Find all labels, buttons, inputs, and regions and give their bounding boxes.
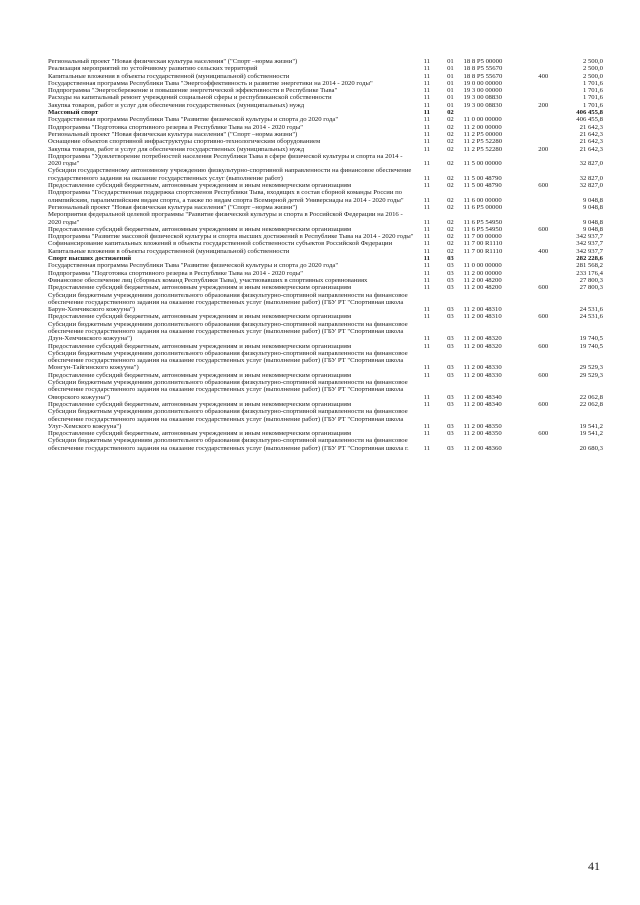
row-subsection: 02 — [447, 138, 454, 146]
row-section: 11 — [423, 225, 431, 233]
row-name: Предоставление субсидий бюджетным, автономным учреждениям и иным некоммерческим организациям — [48, 182, 352, 190]
row-target-article: 11 7 00 R1110 — [463, 240, 503, 248]
row-name: Государственная программа Республики Тыва "Развитие физической культуры и спорта до 2020 года" — [48, 262, 339, 270]
table-row — [48, 65, 603, 72]
row-name: Подпрограмма "Развитие массовой физической культуры и спорта высших достижений в Республике Тыва на 2014 - 2020 годы" — [48, 233, 414, 241]
row-expense-type — [532, 277, 555, 284]
row-target-article: 11 6 P5 00000 — [463, 203, 503, 211]
row-subsection: 02 — [447, 218, 454, 226]
row-section: 11 — [423, 218, 431, 226]
row-expense-type — [532, 408, 555, 430]
table-row — [48, 401, 603, 408]
row-expense-type — [532, 124, 555, 131]
row-amount: 19 541,2 — [579, 422, 603, 430]
row-name: Расходы на капитальный ремонт учреждений социальной сферы и республиканской собственности — [48, 94, 332, 102]
table-row — [48, 233, 603, 240]
row-name: Субсидии бюджетным учреждениям дополнительного образования физкультурно-спортивной направленности на финансовое обеспечение государственного задания на оказание государственных услуг (выполнение работ) (ГБУ РТ "Спортивная школа Улуг-Хемского кожууна") — [48, 408, 408, 430]
budget-table — [48, 58, 603, 452]
row-expense-type — [532, 321, 555, 343]
row-name: Предоставление субсидий бюджетным, автономным учреждениям и иным некоммерческим организациям — [48, 225, 352, 233]
row-amount: 19 740,5 — [579, 335, 603, 343]
row-section: 11 — [423, 94, 431, 102]
table-row — [48, 153, 603, 168]
table-row — [48, 313, 603, 320]
row-expense-type: 200 — [538, 101, 549, 109]
row-expense-type — [532, 437, 555, 452]
row-target-article: 18 8 P5 00000 — [463, 58, 503, 65]
row-name: Предоставление субсидий бюджетным, автономным учреждениям и иным некоммерческим организациям — [48, 371, 352, 379]
table-row — [48, 379, 603, 401]
table-row — [48, 204, 603, 211]
row-subsection: 01 — [447, 101, 454, 109]
row-section: 11 — [423, 335, 431, 343]
table-row — [48, 292, 603, 314]
table-row — [48, 277, 603, 284]
row-expense-type — [532, 233, 555, 240]
row-subsection: 01 — [447, 94, 454, 102]
row-section: 11 — [423, 430, 431, 438]
row-name: Государственная программа Республики Тыва "Энергоэффективность и развитие энергетики на 2014 - 2020 годы" — [48, 79, 373, 87]
table-row — [48, 255, 603, 262]
row-section: 11 — [423, 255, 430, 263]
row-target-article: 11 2 00 48330 — [463, 371, 502, 379]
row-amount: 20 680,3 — [579, 444, 603, 452]
row-expense-type — [532, 240, 555, 247]
table-row — [48, 372, 603, 379]
row-subsection: 03 — [447, 400, 454, 408]
row-subsection: 02 — [447, 160, 454, 168]
row-target-article: 11 2 00 48350 — [463, 422, 502, 430]
row-section: 11 — [423, 196, 431, 204]
row-target-article: 19 3 00 08830 — [463, 101, 502, 109]
row-expense-type — [532, 58, 555, 65]
row-target-article: 11 2 00 48350 — [463, 430, 502, 438]
table-row — [48, 350, 603, 372]
row-target-article: 11 2 00 48200 — [463, 276, 502, 284]
row-subsection: 03 — [447, 255, 454, 263]
table-row — [48, 226, 603, 233]
row-section: 11 — [423, 393, 431, 401]
row-amount: 281 568,2 — [576, 262, 603, 270]
row-target-article: 11 2 00 48330 — [463, 364, 502, 372]
table-row — [48, 240, 603, 247]
row-subsection: 02 — [447, 174, 454, 182]
row-name: Капитальные вложения в объекты государственной (муниципальной) собственности — [48, 247, 290, 255]
row-subsection: 02 — [447, 240, 454, 248]
row-expense-type — [532, 379, 555, 401]
row-subsection: 02 — [447, 116, 454, 124]
row-amount: 406 455,8 — [576, 109, 603, 117]
row-subsection: 03 — [447, 393, 454, 401]
row-section: 11 — [423, 276, 431, 284]
row-amount: 19 541,2 — [579, 430, 603, 438]
row-target-article: 11 2 00 48360 — [463, 444, 502, 452]
row-name: Предоставление субсидий бюджетным, автономным учреждениям и иным некоммерческим организациям — [48, 342, 352, 350]
table-row — [48, 109, 603, 116]
row-section: 11 — [423, 247, 431, 255]
table-row — [48, 284, 603, 291]
table-row — [48, 167, 603, 182]
row-subsection: 03 — [447, 262, 454, 270]
row-expense-type: 600 — [538, 225, 549, 233]
row-target-article: 18 8 P5 55670 — [463, 65, 503, 73]
row-section: 11 — [423, 240, 431, 248]
row-name: Предоставление субсидий бюджетным, автономным учреждениям и иным некоммерческим организациям — [48, 313, 352, 321]
row-subsection: 02 — [447, 203, 454, 211]
row-target-article — [463, 255, 531, 262]
table-row — [48, 262, 603, 269]
row-section: 11 — [423, 65, 431, 73]
row-amount: 32 827,0 — [579, 160, 603, 168]
row-expense-type — [532, 65, 555, 72]
row-name: Оснащение объектов спортивной инфраструктуры спортивно-технологическим оборудованием — [48, 138, 321, 146]
row-target-article: 11 5 00 48790 — [463, 182, 502, 190]
table-row — [48, 146, 603, 153]
row-target-article: 11 7 00 00000 — [463, 233, 502, 241]
row-amount: 342 937,7 — [576, 247, 603, 255]
row-subsection: 01 — [447, 79, 454, 87]
row-expense-type — [532, 87, 555, 94]
row-section: 11 — [423, 101, 431, 109]
row-amount: 342 937,7 — [576, 240, 603, 248]
row-expense-type — [532, 211, 555, 226]
table-row — [48, 124, 603, 131]
row-name: Реализация мероприятий по устойчивому развитию сельских территорий — [48, 65, 258, 73]
row-expense-type — [532, 131, 555, 138]
row-amount: 282 228,6 — [576, 255, 603, 263]
row-name: Подпрограмма "Подготовка спортивного резерва в Республике Тыва на 2014 - 2020 годы" — [48, 123, 303, 131]
table-row — [48, 58, 603, 65]
row-subsection: 01 — [447, 65, 454, 73]
row-section: 11 — [423, 306, 431, 314]
row-expense-type: 400 — [538, 247, 549, 255]
row-amount: 2 500,0 — [582, 65, 603, 73]
row-section: 11 — [423, 342, 431, 350]
row-expense-type: 600 — [538, 284, 549, 292]
row-name: Капитальные вложения в объекты государственной (муниципальной) собственности — [48, 72, 290, 80]
table-row — [48, 437, 603, 452]
row-name: Государственная программа Республики Тыва "Развитие физической культуры и спорта до 2020 года" — [48, 116, 339, 124]
table-row — [48, 321, 603, 343]
row-target-article: 11 6 P5 54950 — [463, 218, 503, 226]
table-row — [48, 80, 603, 87]
row-amount: 29 529,3 — [579, 371, 603, 379]
row-target-article — [463, 109, 531, 116]
row-name: Субсидии государственному автономному учреждению физкультурно-спортивной направленности на финансовое обеспечение государственного задания на оказание государственных услуг (выполнение работ) — [48, 167, 412, 182]
row-subsection: 03 — [447, 276, 454, 284]
row-expense-type — [532, 109, 555, 116]
row-section: 11 — [423, 160, 431, 168]
row-section: 11 — [423, 174, 431, 182]
row-section: 11 — [423, 109, 430, 117]
row-amount: 27 800,3 — [579, 276, 603, 284]
row-subsection: 02 — [447, 109, 454, 117]
table-row — [48, 138, 603, 145]
row-name: Предоставление субсидий бюджетным, автономным учреждениям и иным некоммерческим организациям — [48, 400, 352, 408]
row-section: 11 — [423, 233, 431, 241]
row-subsection: 02 — [447, 233, 454, 241]
row-target-article: 11 2 00 48310 — [463, 306, 502, 314]
row-expense-type — [532, 94, 555, 101]
row-section: 11 — [423, 269, 431, 277]
row-name: Подпрограмма "Подготовка спортивного резерва в Республике Тыва на 2014 - 2020 годы" — [48, 269, 303, 277]
row-amount: 21 642,3 — [579, 145, 603, 153]
row-subsection: 03 — [447, 335, 454, 343]
row-name: Софинансирование капитальных вложений в объекты государственной собственности субъектов Российской Федерации — [48, 240, 393, 248]
row-target-article: 19 0 00 00000 — [463, 79, 502, 87]
row-name: Подпрограмма "Энергосбережение и повышение энергетической эффективности в Республике Тыва" — [48, 87, 338, 95]
row-expense-type: 200 — [538, 145, 549, 153]
row-section: 11 — [423, 182, 431, 190]
row-name: Закупка товаров, работ и услуг для обеспечения государственных (муниципальных) нужд — [48, 145, 305, 153]
row-amount: 233 176,4 — [576, 269, 603, 277]
row-expense-type — [532, 189, 555, 204]
row-section: 11 — [423, 422, 431, 430]
row-expense-type — [532, 204, 555, 211]
row-subsection: 02 — [447, 182, 454, 190]
row-amount: 19 740,5 — [579, 342, 603, 350]
row-target-article: 11 0 00 00000 — [463, 116, 502, 124]
budget-table-body — [48, 58, 603, 452]
row-name: Субсидии бюджетным учреждениям дополнительного образования физкультурно-спортивной направленности на финансовое обеспечение государственного задания на оказание государственных услуг (выполнение работ) (ГБУ РТ "Спортивная школа Барун-Хемчикского кожууна") — [48, 291, 408, 314]
table-row — [48, 116, 603, 123]
row-target-article: 11 2 P5 00000 — [463, 130, 503, 138]
table-row — [48, 73, 603, 80]
table-row — [48, 87, 603, 94]
row-subsection: 02 — [447, 196, 454, 204]
row-expense-type — [532, 80, 555, 87]
row-target-article: 11 0 00 00000 — [463, 262, 502, 270]
row-name: Региональный проект "Новая физическая культура населения" ("Спорт –норма жизни") — [48, 58, 298, 65]
row-section: 11 — [423, 284, 431, 292]
row-target-article: 11 2 00 48340 — [463, 400, 502, 408]
row-section: 11 — [423, 400, 431, 408]
table-row — [48, 211, 603, 226]
row-target-article: 11 7 00 R1110 — [463, 247, 503, 255]
row-subsection: 03 — [447, 364, 454, 372]
row-amount: 1 701,6 — [582, 87, 603, 95]
row-amount: 9 048,8 — [582, 225, 603, 233]
row-name: Субсидии бюджетным учреждениям дополнительного образования физкультурно-спортивной направленности на финансовое обеспечение государственного задания на оказание государственных услуг (выполнение работ) (ГБУ РТ "Спортивная школа Монгун-Тайгинского кожууна") — [48, 349, 408, 372]
row-name: Закупка товаров, работ и услуг для обеспечения государственных (муниципальных) нужд — [48, 101, 305, 109]
table-row — [48, 408, 603, 430]
row-amount: 27 800,3 — [579, 284, 603, 292]
row-name: Предоставление субсидий бюджетным, автономным учреждениям и иным некоммерческим организациям — [48, 430, 352, 438]
row-amount: 9 048,8 — [582, 196, 603, 204]
row-subsection: 03 — [447, 306, 454, 314]
row-subsection: 02 — [447, 145, 454, 153]
row-name: Региональный проект "Новая физическая культура населения" ("Спорт –норма жизни") — [48, 203, 298, 211]
row-subsection: 01 — [447, 87, 454, 95]
row-amount: 2 500,0 — [582, 72, 603, 80]
row-section: 11 — [423, 444, 431, 452]
row-section: 11 — [423, 58, 431, 65]
row-section: 11 — [423, 262, 431, 270]
row-subsection: 02 — [447, 247, 454, 255]
row-subsection: 01 — [447, 58, 454, 65]
row-subsection: 03 — [447, 313, 454, 321]
row-expense-type: 400 — [538, 72, 549, 80]
row-amount: 24 531,6 — [579, 313, 603, 321]
row-section: 11 — [423, 145, 431, 153]
row-subsection: 02 — [447, 123, 454, 131]
row-expense-type — [532, 270, 555, 277]
row-expense-type — [532, 116, 555, 123]
row-amount: 1 701,6 — [582, 79, 603, 87]
row-expense-type: 600 — [538, 371, 549, 379]
row-subsection: 03 — [447, 284, 454, 292]
table-row — [48, 270, 603, 277]
row-amount: 22 062,8 — [579, 400, 603, 408]
row-section: 11 — [423, 203, 431, 211]
row-target-article: 11 2 P5 52280 — [463, 138, 503, 146]
row-expense-type: 600 — [538, 430, 549, 438]
row-expense-type — [532, 153, 555, 168]
table-row — [48, 430, 603, 437]
table-row — [48, 343, 603, 350]
row-target-article: 11 2 00 48320 — [463, 335, 502, 343]
row-amount: 9 048,8 — [582, 218, 603, 226]
table-row — [48, 131, 603, 138]
table-row — [48, 189, 603, 204]
row-subsection: 03 — [447, 371, 454, 379]
row-target-article: 11 6 P5 54950 — [463, 225, 503, 233]
row-expense-type: 600 — [538, 182, 549, 190]
row-amount: 21 642,3 — [579, 123, 603, 131]
table-row — [48, 94, 603, 101]
table-row — [48, 102, 603, 109]
row-name: Подпрограмма "Удовлетворение потребностей населения Республики Тыва в сфере физической культуры и спорта на 2014 - 2020 годы" — [48, 152, 403, 168]
row-amount: 29 529,3 — [579, 364, 603, 372]
row-target-article: 11 2 00 48340 — [463, 393, 502, 401]
table-row — [48, 248, 603, 255]
row-amount: 22 062,8 — [579, 393, 603, 401]
row-name: Субсидии бюджетным учреждениям дополнительного образования физкультурно-спортивной направленности на финансовое обеспечение государственного задания на оказание государственных услуг (выполнение работ) (ГБУ РТ "Спортивная школа Овюрского кожууна") — [48, 379, 408, 401]
row-subsection: 02 — [447, 225, 454, 233]
row-expense-type — [532, 350, 555, 372]
row-target-article: 19 3 00 00000 — [463, 87, 502, 95]
row-expense-type — [532, 292, 555, 314]
row-section: 11 — [423, 87, 431, 95]
row-amount: 1 701,6 — [582, 94, 603, 102]
row-subsection: 01 — [447, 72, 454, 80]
row-name: Подпрограмма "Государственная поддержка спортсменов Республики Тыва, входящих в состав сборной команды России по олимпийским, паралимпийским видам спорта, а также по видам спорта Всемирной детей Универсиады на 2014 - 2020 годы" — [48, 189, 404, 204]
row-name: Региональный проект "Новая физическая культура населения" ("Спорт –норма жизни") — [48, 130, 298, 138]
row-expense-type: 600 — [538, 400, 549, 408]
row-section: 11 — [423, 130, 431, 138]
row-name: Предоставление субсидий бюджетным, автономным учреждениям и иным некоммерческим организациям — [48, 284, 352, 292]
row-subsection: 03 — [447, 444, 454, 452]
page-number: 41 — [588, 859, 600, 873]
row-amount: 32 827,0 — [579, 174, 603, 182]
row-expense-type — [532, 262, 555, 269]
row-amount: 2 500,0 — [582, 58, 603, 65]
row-target-article: 11 5 00 48790 — [463, 174, 502, 182]
row-name: Мероприятия федеральной целевой программы "Развитие физической культуры и спорта в Российской Федерации на 2016 - 2020 годы" — [48, 211, 403, 226]
row-target-article: 11 2 00 48200 — [463, 284, 502, 292]
row-name: Спорт высших достижений — [48, 255, 132, 263]
row-subsection: 03 — [447, 422, 454, 430]
row-target-article: 19 3 00 08830 — [463, 94, 502, 102]
row-amount: 9 048,8 — [582, 203, 603, 211]
row-target-article: 11 2 00 48320 — [463, 342, 502, 350]
row-amount: 21 642,3 — [579, 138, 603, 146]
row-subsection: 03 — [447, 430, 454, 438]
row-section: 11 — [423, 371, 431, 379]
row-expense-type — [532, 167, 555, 182]
row-section: 11 — [423, 364, 431, 372]
row-amount: 1 701,6 — [582, 101, 603, 109]
row-target-article: 11 2 00 48310 — [463, 313, 502, 321]
row-amount: 342 937,7 — [576, 233, 603, 241]
row-section: 11 — [423, 313, 431, 321]
row-target-article: 11 6 00 00000 — [463, 196, 502, 204]
row-subsection: 02 — [447, 130, 454, 138]
row-section: 11 — [423, 79, 431, 87]
row-target-article: 11 5 00 00000 — [463, 160, 502, 168]
row-section: 11 — [423, 123, 431, 131]
row-target-article: 18 8 P5 55670 — [463, 72, 503, 80]
row-name: Субсидии бюджетным учреждениям дополнительного образования физкультурно-спортивной направленности на финансовое обеспечение государственного задания на оказание государственных услуг (выполнение работ) (ГБУ РТ "Спортивная школа Дзун-Хемчикского кожууна") — [48, 320, 408, 343]
row-target-article: 11 2 P5 52280 — [463, 145, 503, 153]
row-expense-type: 600 — [538, 313, 549, 321]
row-name: Массовый спорт — [48, 109, 99, 117]
row-subsection: 03 — [447, 342, 454, 350]
row-amount: 406 455,8 — [576, 116, 603, 124]
row-section: 11 — [423, 72, 431, 80]
row-amount: 21 642,3 — [579, 130, 603, 138]
row-expense-type: 600 — [538, 342, 549, 350]
row-name: Субсидии бюджетным учреждениям дополнительного образования физкультурно-спортивной направленности на финансовое обеспечение государственного задания на оказание государственных услуг (выполнение работ) (ГБУ РТ "Спортивная школа г. — [48, 437, 409, 452]
row-target-article: 11 2 00 00000 — [463, 123, 502, 131]
row-target-article: 11 2 00 00000 — [463, 269, 502, 277]
row-subsection: 03 — [447, 269, 454, 277]
row-name: Финансовое обеспечение лиц (сборных команд Республики Тыва), участвовавших в спортивных соревнованиях — [48, 276, 368, 284]
row-section: 11 — [423, 116, 431, 124]
row-amount: 24 531,6 — [579, 306, 603, 314]
row-expense-type — [532, 255, 555, 262]
table-row — [48, 182, 603, 189]
row-section: 11 — [423, 138, 431, 146]
row-amount: 32 827,0 — [579, 182, 603, 190]
row-expense-type — [532, 138, 555, 145]
